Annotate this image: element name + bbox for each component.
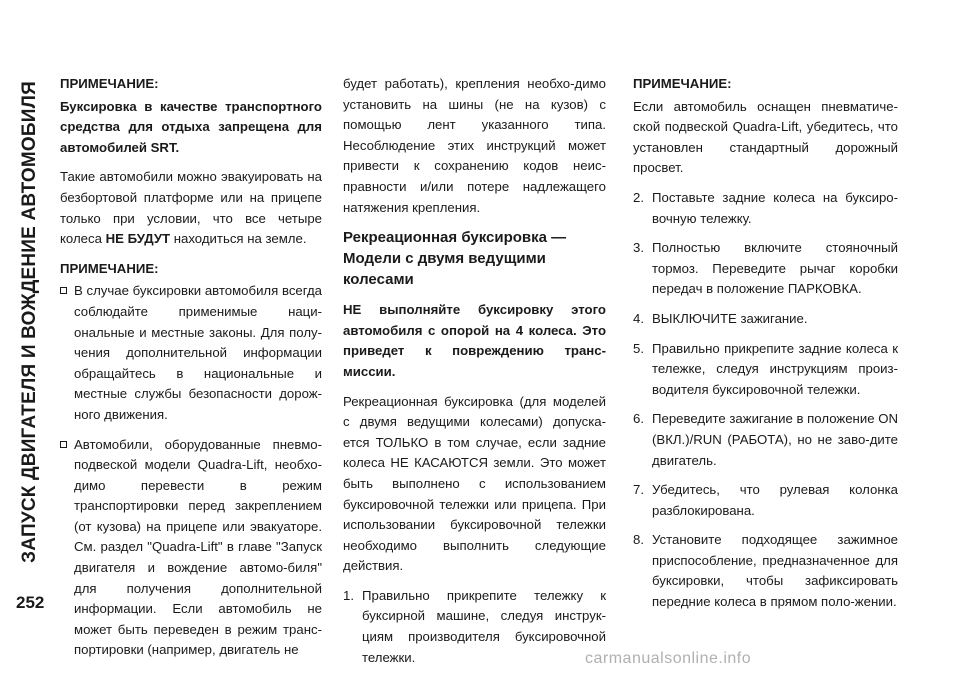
step-text: Убедитесь, что рулевая колонка разблокирована. — [652, 482, 898, 518]
paragraph: будет работать), крепления необхо-димо установить на шины (не на кузов) с помощью лент указанного типа. Несоблюдение этих инструкций может привести к сохранению кодов неис-правности и/или потере надлежащего натяжения крепления. — [343, 76, 606, 215]
step-number: 4. — [633, 310, 644, 326]
step-list — [633, 188, 898, 613]
step-text: Полностью включите стояночный тормоз. Переведите рычаг коробки передач в положение ПАРКОВКА. — [652, 240, 898, 297]
watermark: carmanualsonline.info — [585, 650, 752, 667]
note-heading: ПРИМЕЧАНИЕ: — [60, 260, 159, 276]
paragraph-text: Такие автомобили можно эвакуировать на безбортовой платформе или на прицепе только при условии, что все четыре колеса — [60, 169, 322, 247]
step-text: Правильно прикрепите тележку к буксирной машине, следуя инструк-циям производителя буксировочной тележки. — [362, 587, 606, 665]
list-item — [633, 409, 898, 471]
step-text: Установите подходящее зажимное приспособление, предназначенное для буксировки, чтобы зафиксировать передние колеса в прямом поло-жении. — [652, 532, 898, 610]
step-number: 2. — [633, 189, 644, 205]
note-text: Буксировка в качестве транспортного средства для отдыха запрещена для автомобилей SRT. — [60, 98, 322, 155]
list-item-text: Автомобили, оборудованные пневмо-подвеской модели Quadra-Lift, необхо-димо перевести в режим транспортировки перед закреплением (от кузова) на прицепе или эвакуаторе. См. раздел "Quadra-Lift" в главе "Запуск двигателя и вождение автомо-биля" для получения дополнительной информации. Если автомобиль не может быть переведен в режим транс-портировки (например, двигатель не — [74, 436, 322, 658]
step-number: 1. — [343, 587, 354, 603]
square-bullet-icon — [60, 287, 67, 294]
list-item — [633, 309, 898, 330]
list-item — [633, 339, 898, 401]
sidebar — [16, 72, 44, 572]
paragraph-emphasis: НЕ БУДУТ — [105, 231, 171, 247]
list-item — [633, 238, 898, 300]
step-number: 5. — [633, 340, 644, 356]
step-number: 3. — [633, 240, 644, 256]
note-heading: ПРИМЕЧАНИЕ: — [60, 76, 159, 91]
note-text: Если автомобиль оснащен пневматиче-ской подвеской Quadra-Lift, убедитесь, что установлен стандартный дорожный просвет. — [633, 98, 898, 176]
section-heading: Рекреационная буксировка — Модели с двумя ведущими колесами — [343, 229, 567, 289]
paragraph — [60, 167, 322, 249]
list-item — [343, 586, 606, 668]
step-text: Переведите зажигание в положение ON (ВКЛ.)/RUN (РАБОТА), но не заво-дите двигатель. — [652, 411, 898, 468]
column-2 — [343, 74, 606, 677]
list-item — [633, 530, 898, 612]
step-text: Поставьте задние колеса на буксиро-вочную тележку. — [652, 189, 898, 226]
bullet-list — [60, 281, 322, 661]
step-text: Правильно прикрепите задние колеса к тележке, следуя инструкциям произ-водителя буксировочной тележки. — [652, 340, 898, 397]
column-1 — [60, 74, 322, 670]
chapter-title: ЗАПУСК ДВИГАТЕЛЯ И ВОЖДЕНИЕ АВТОМОБИЛЯ — [19, 81, 40, 563]
paragraph: Рекреационная буксировка (для моделей с двумя ведущими колесами) допуска-ется ТОЛЬКО в том случае, если задние колеса НЕ КАСАЮТСЯ земли. Это может быть выполнено с использованием буксировочной тележки или прицепа. При использовании буксировочной тележки необходимо выполнить следующие действия. — [343, 393, 606, 574]
list-item — [633, 480, 898, 521]
note-heading: ПРИМЕЧАНИЕ: — [633, 76, 732, 91]
list-item-text: В случае буксировки автомобиля всегда соблюдайте применимые наци-ональные и местные законы. Для полу-чения дополнительной информации обращайтесь в национальные и местные службы безопасности дорож-ного движения. — [74, 283, 322, 422]
step-number: 8. — [633, 532, 644, 548]
warning-text: НЕ выполняйте буксировку этого автомобиля с опорой на 4 колеса. Это приведет к повреждению транс-миссии. — [343, 302, 606, 379]
page-number: 252 — [16, 593, 45, 612]
list-item — [60, 435, 322, 662]
list-item — [633, 188, 898, 229]
list-item — [60, 281, 322, 425]
step-list — [343, 586, 606, 668]
step-text: ВЫКЛЮЧИТЕ зажигание. — [652, 310, 808, 326]
square-bullet-icon — [60, 441, 67, 448]
step-number: 6. — [633, 411, 644, 427]
step-number: 7. — [633, 482, 644, 498]
column-3 — [633, 74, 898, 622]
paragraph-text: находиться на земле. — [170, 231, 307, 247]
